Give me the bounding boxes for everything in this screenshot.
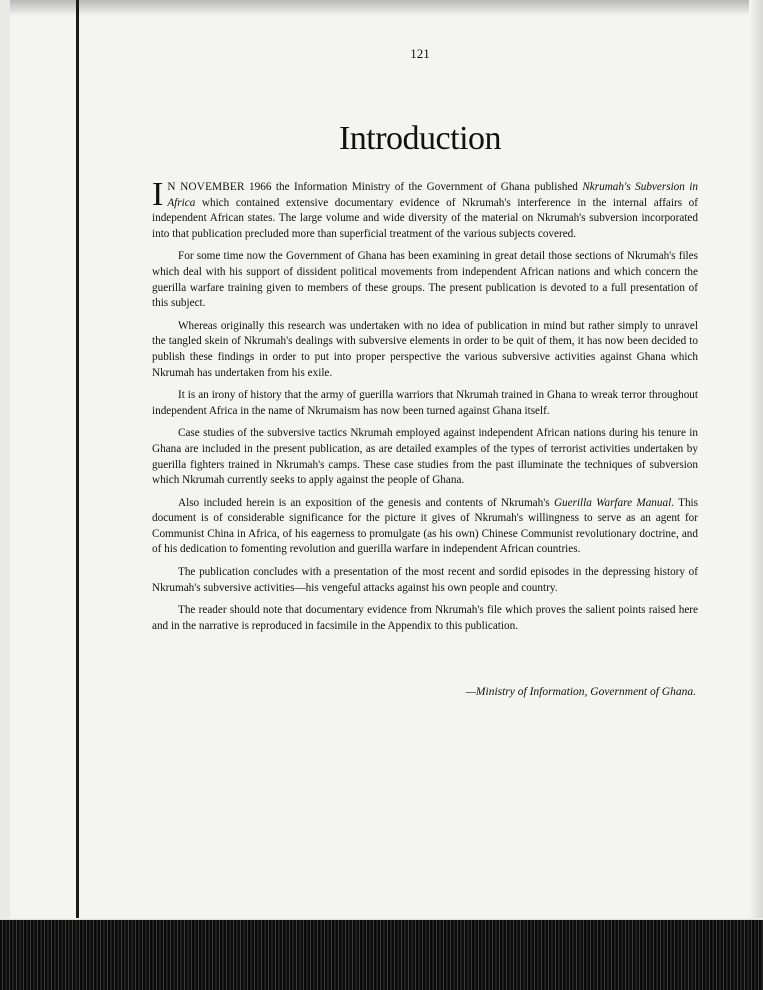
scan-bottom-edge (0, 920, 763, 990)
paragraph-7: The publication concludes with a presentation of the most recent and sordid episodes in the depressing history of Nkrumah's subversive activities—his vengeful attacks against his own people and country. (152, 566, 698, 594)
paragraph-1-text-b: which contained extensive documentary evidence of Nkrumah's interference in the internal affairs of independent African states. The large volume and wide diversity of the material on Nkrumah's subversion incorporated into that publication precluded more than superficial treatment of the various subjects covered. (152, 196, 698, 240)
book-title-italic: Nkrumah's Subversion in Africa (167, 181, 698, 209)
paragraph-1 (152, 176, 698, 242)
paragraph-1-text-a: 1966 the Information Ministry of the Government of Ghana published (244, 181, 583, 193)
scan-binding-line (76, 0, 79, 990)
paragraph-3: Whereas originally this research was undertaken with no idea of publication in mind but rather simply to unravel the tangled skein of Nkrumah's dealings with subversive elements in order to be quit of them, it has now been decided to publish these findings in order to put into proper perspective the various subversive activities against Ghana which Nkrumah has undertaken from his exile. (152, 319, 698, 379)
body-text (152, 176, 698, 641)
paragraph-6-text-a: Also included herein is an exposition of the genesis and contents of Nkrumah's (178, 496, 554, 509)
manual-title-italic: Guerilla Warfare Manual (553, 496, 672, 509)
scan-right-edge (749, 0, 763, 990)
signature: —Ministry of Information, Government of Ghana. (465, 686, 696, 698)
paragraph-4: It is an irony of history that the army of guerilla warriors that Nkrumah trained in Ghana to wreak terror throughout independent Africa in the name of Nkrumaism has now been turned against Ghana itself. (152, 389, 698, 417)
paragraph-1-lead: N NOVEMBER (167, 181, 245, 193)
paragraph-8: The reader should note that documentary evidence from Nkrumah's file which proves the salient points raised here and in the narrative is reproduced in facsimile in the Appendix to this publication. (152, 604, 698, 632)
page-number: 121 (410, 46, 430, 61)
drop-cap: I (152, 176, 164, 213)
paragraph-6-text-b: . This document is of considerable significance for the picture it gives of Nkrumah's willingness to serve as an agent for Communist China in Africa, of his eagerness to promulgate (as his own) Chinese Communist revolutionary doctrine, and of his dedication to fomenting revolution and guerilla warfare in independent African countries. (152, 496, 698, 556)
scan-left-edge (0, 0, 10, 990)
paragraph-2: For some time now the Government of Ghana has been examining in great detail those sections of Nkrumah's files which deal with his support of dissident political movements from independent African nations and which concern the guerilla warfare training given to members of these groups. The present publication is devoted to a full presentation of this subject. (152, 250, 698, 310)
paragraph-6 (152, 496, 698, 558)
scan-top-shadow (0, 0, 763, 16)
page-title: Introduction (338, 120, 502, 157)
paragraph-5: Case studies of the subversive tactics Nkrumah employed against independent African nations during his tenure in Ghana are included in the present publication, as are detailed examples of the types of terrorist activities undertaken by guerilla fighters trained in Nkrumah's camps. These case studies from the past illuminate the techniques of subversion which Nkrumah currently seeks to apply against the people of Ghana. (152, 427, 698, 487)
